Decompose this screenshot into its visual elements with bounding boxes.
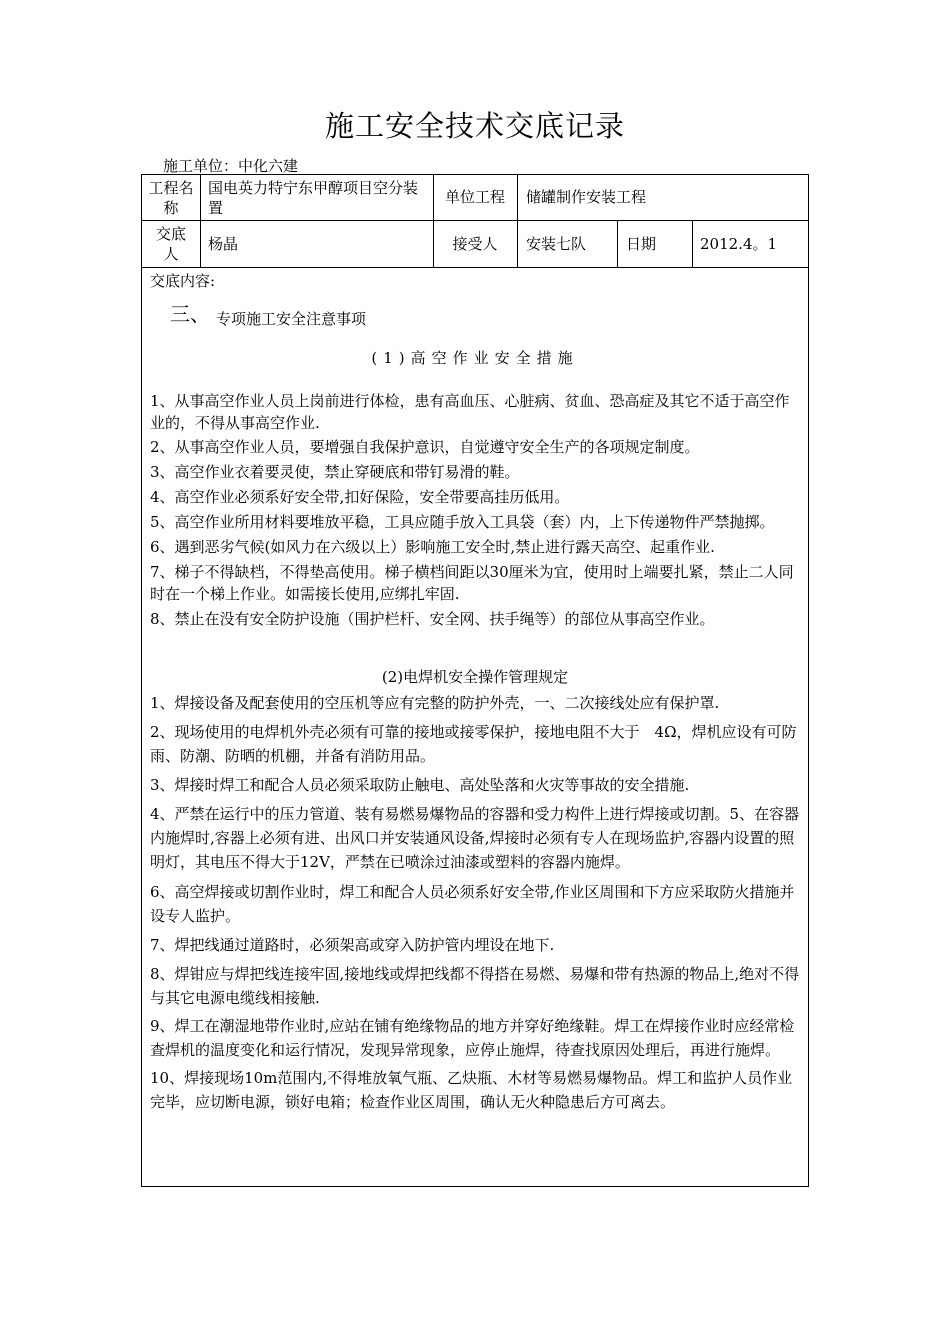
project-name-value: 国电英力特宁东甲醇项目空分装置 bbox=[208, 179, 419, 217]
unit-work-value: 储罐制作安装工程 bbox=[526, 188, 647, 206]
list-item: 3、焊接时焊工和配合人员必须采取防止触电、高处坠落和火灾等事故的安全措施. bbox=[150, 776, 690, 794]
list-item: 1、焊接设备及配套使用的空压机等应有完整的防护外壳，一、二次接线处应有保护罩. bbox=[150, 694, 720, 712]
subsection-2-title: (2)电焊机安全操作管理规定 bbox=[381, 668, 569, 686]
list-item: 7、梯子不得缺档，不得垫高使用。梯子横档间距以30厘米为宜，使用时上端要扎紧，禁止二人同时在一个梯上作业。如需接长使用,应绑扎牢固. bbox=[150, 563, 794, 603]
date-label: 日期 bbox=[626, 235, 657, 253]
list-item: 3、高空作业衣着要灵使，禁止穿硬底和带钉易滑的鞋。 bbox=[150, 463, 520, 481]
presenter-label: 交底人 bbox=[155, 225, 186, 263]
receiver-value: 安装七队 bbox=[526, 235, 587, 253]
list-item: 4、高空作业必须系好安全带,扣好保险，安全带要高挂历低用。 bbox=[150, 488, 570, 506]
list-item: 2、从事高空作业人员，要增强自我保护意识，自觉遵守安全生产的各项规定制度。 bbox=[150, 438, 700, 456]
project-name-label: 工程名称 bbox=[148, 179, 194, 217]
construction-unit: 施工单位：中化六建 bbox=[163, 157, 299, 175]
list-item: 10、焊接现场10m范围内,不得堆放氧气瓶、乙炔瓶、木材等易燃易爆物品。焊工和监护人员作业完毕，应切断电源，锁好电箱；检查作业区周围，确认无火种隐患后方可离去。 bbox=[150, 1069, 793, 1111]
list-item: 5、高空作业所用材料要堆放平稳，工具应随手放入工具袋（套）内，上下传递物件严禁抛掷。 bbox=[150, 513, 775, 531]
list-item: 4、严禁在运行中的压力管道、装有易燃易爆物品的容器和受力构件上进行焊接或切割。5、在容器内施焊时,容器上必须有进、出风口并安装通风设备,焊接时必须有专人在现场监护,容器内设置的照明灯，其电压不得大于12V，严禁在已喷涂过油漆或塑料的容器内施焊。 bbox=[150, 805, 800, 871]
col-divider bbox=[617, 220, 618, 267]
receiver-label: 接受人 bbox=[452, 235, 498, 253]
list-item: 1、从事高空作业人员上岗前进行体检，患有高血压、心脏病、贫血、恐高症及其它不适于高空作业的，不得从事高空作业. bbox=[150, 392, 790, 432]
unit-work-label: 单位工程 bbox=[444, 188, 505, 206]
list-item: 8、焊钳应与焊把线连接牢固,接地线或焊把线都不得搭在易燃、易爆和带有热源的物品上,绝对不得与其它电源电缆线相接触. bbox=[150, 965, 800, 1007]
list-item: 8、禁止在没有安全防护设施（围护栏杆、安全网、扶手绳等）的部位从事高空作业。 bbox=[150, 610, 715, 628]
col-divider bbox=[200, 175, 201, 267]
content-label: 交底内容: bbox=[150, 272, 216, 290]
section-number: 三、 bbox=[170, 302, 210, 326]
col-divider bbox=[692, 220, 693, 267]
row-divider bbox=[142, 220, 808, 221]
subsection-1-body bbox=[150, 390, 802, 630]
list-item: 2、现场使用的电焊机外壳必须有可靠的接地或接零保护，接地电阻不大于 4Ω，焊机应设有可防雨、防潮、防晒的机棚，并备有消防用品。 bbox=[150, 723, 797, 765]
subsection-1-title: (1)高空作业安全措施 bbox=[371, 349, 579, 367]
section-title: 专项施工安全注意事项 bbox=[216, 310, 367, 328]
record-table bbox=[141, 174, 809, 1187]
list-item: 9、焊工在潮湿地带作业时,应站在铺有绝缘物品的地方并穿好绝缘鞋。焊工在焊接作业时应经常检查焊机的温度变化和运行情况，发现异常现象，应停止施焊，待查找原因处理后，再进行施焊。 bbox=[150, 1017, 795, 1059]
date-value: 2012.4。1 bbox=[700, 235, 778, 253]
col-divider bbox=[517, 175, 518, 267]
list-item: 6、遇到恶劣气候(如风力在六级以上）影响施工安全时,禁止进行露天高空、起重作业. bbox=[150, 538, 715, 556]
presenter-value: 杨晶 bbox=[208, 235, 239, 253]
document-title: 施工安全技术交底记录 bbox=[324, 109, 625, 143]
row-divider bbox=[142, 267, 808, 268]
list-item: 7、焊把线通过道路时，必须架高或穿入防护管内埋设在地下. bbox=[150, 936, 555, 954]
subsection-2-body bbox=[150, 692, 802, 1114]
list-item: 6、高空焊接或切割作业时，焊工和配合人员必须系好安全带,作业区周围和下方应采取防火措施并设专人监护。 bbox=[150, 883, 795, 925]
